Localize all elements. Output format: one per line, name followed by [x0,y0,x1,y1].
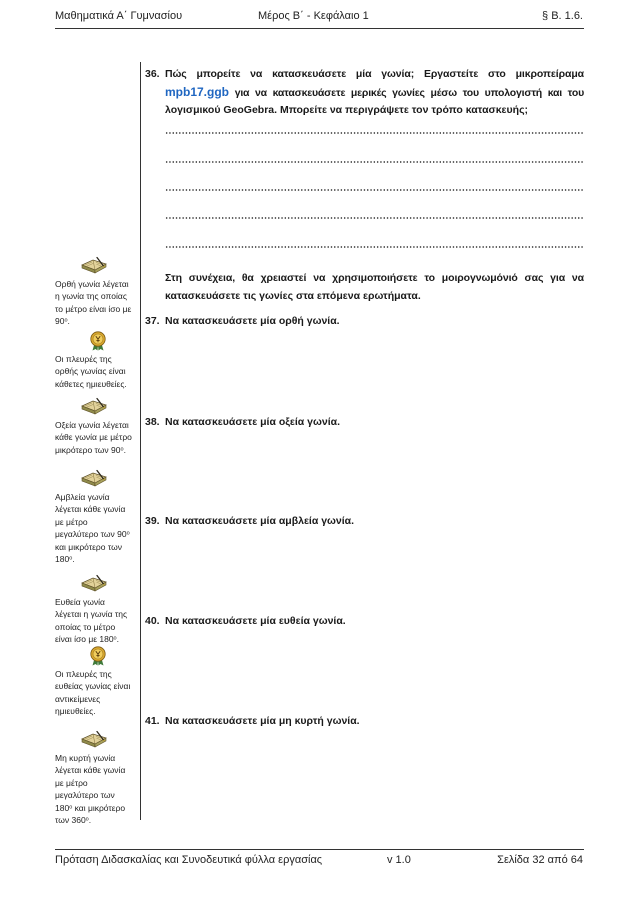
note-text: Οι πλευρές της [55,669,112,679]
note-text: ευθείας γωνίας είναι [55,681,131,692]
question-40 [145,615,346,628]
note-line [55,608,138,620]
note-acute-angle-definition [55,397,138,456]
note-text: κάθετες ημιευθείες. [55,378,127,389]
answer-line [165,132,584,134]
note-text: μεγαλύτερο των 90 [55,529,127,540]
question-38 [145,416,340,429]
note-text-block [55,278,138,328]
note-line [55,668,138,680]
answer-line [165,217,584,219]
margin-divider [140,62,141,820]
note-text-block [55,353,138,390]
note-line [55,503,138,515]
note-line [55,680,138,692]
book-icon [55,256,138,276]
note-line [55,693,138,705]
question-text-line [165,84,584,103]
answer-line [165,189,584,191]
note-obtuse-angle-definition [55,469,138,565]
header-chapter: Μέρος Β΄ - Κεφάλαιο 1 [258,10,369,22]
note-right-angle-sides [55,331,138,390]
question-37 [145,315,340,328]
note-text: Μη κυρτή γωνία [55,753,116,763]
note-text-block [55,752,138,826]
note-text: λέγεται κάθε γωνία [55,504,126,515]
question-text-segment: Πώς μπορείτε να κατασκευάσετε μία γωνία; Εργαστείτε στο μικροπείραμα [165,68,584,80]
note-line [55,516,138,528]
note-line [55,789,138,801]
footer-document-title: Πρόταση Διδασκαλίας και Συνοδευτικά φύλλα εργασίας [55,854,323,866]
note-line [55,491,138,503]
note-text-block [55,668,138,718]
note-line [55,444,138,456]
note-line [55,365,138,377]
degree-mark: o [69,804,73,811]
book-icon [55,397,138,417]
footer-page-number: Σελίδα 32 από 64 [497,854,583,866]
note-line [55,764,138,776]
note-text: το μέτρο είναι ίσο με [55,303,132,314]
note-line [55,290,138,302]
note-line [55,353,138,365]
header-section: § Β. 1.6. [542,10,583,22]
note-line [55,777,138,789]
note-text-block [55,491,138,565]
degree-mark: o [120,446,124,453]
answer-line [165,246,584,248]
question-text-line [165,66,584,84]
degree-mark: o [64,317,68,324]
note-text-block [55,419,138,456]
note-line [55,541,138,553]
note-text: και μικρότερο [72,802,126,813]
footer-version: v 1.0 [387,854,411,866]
note-line [55,528,138,540]
note-text: λέγεται κάθε γωνία [55,765,126,776]
note-text: είναι ίσο με 180 [55,634,114,645]
note-line [55,752,138,764]
question-text-segment: λογισμικού GeoGebra. Μπορείτε να περιγράψετε τον τρόπο κατασκευής; [165,104,529,116]
note-line [55,633,138,645]
note-straight-angle-definition [55,574,138,646]
header-divider [55,28,584,29]
note-text: . [123,444,126,455]
degree-mark: o [69,555,73,562]
footer-divider [55,849,584,850]
note-text: μικρότερο των 90 [55,444,121,455]
note-text: . [67,316,70,327]
note-text: ορθής γωνίας είναι [55,366,126,377]
question-39 [145,515,354,528]
header-course-title: Μαθηματικά Α΄ Γυμνασίου [55,10,183,22]
note-text: οποίας το μέτρο [55,621,116,632]
medal-icon [55,646,138,666]
note-text: η γωνία της οποίας [55,291,127,302]
question-text-line [165,102,584,120]
note-line [55,431,138,443]
question-number: 41. [145,715,160,727]
note-line [55,278,138,290]
degree-mark: o [85,816,89,823]
note-text: . [72,554,75,565]
note-line [55,315,138,327]
note-text: αντικείμενες [55,693,101,704]
note-text: Ορθή γωνία λέγεται [55,279,129,289]
note-text: 180 [55,554,70,565]
note-line [55,596,138,608]
question-text: Να κατασκευάσετε μία ορθή γωνία. [165,315,340,327]
note-line [55,621,138,633]
question-number: 37. [145,315,160,327]
note-reflex-angle-definition [55,730,138,826]
question-text: Να κατασκευάσετε μία ευθεία γωνία. [165,615,346,627]
note-line [55,419,138,431]
note-text: ημιευθείες. [55,706,96,717]
note-text: . [116,634,119,645]
question-number: 39. [145,515,160,527]
question-text: Να κατασκευάσετε μία αμβλεία γωνία. [165,515,355,527]
book-icon [55,469,138,489]
note-line [55,303,138,315]
note-text: με μέτρο [55,516,88,527]
geogebra-file-link[interactable]: mpb17.ggb [165,84,230,99]
question-number: 36. [145,68,160,80]
note-line [55,705,138,717]
instructions-paragraph [165,269,584,305]
note-right-angle-definition [55,256,138,328]
degree-mark: o [113,635,117,642]
medal-icon [55,331,138,351]
degree-mark: o [126,530,130,537]
question-text: Να κατασκευάσετε μία οξεία γωνία. [165,416,341,428]
question-text [165,66,584,120]
note-text: κάθε γωνία με μέτρο [55,432,132,443]
note-line [55,802,138,814]
note-text: . [88,815,92,826]
note-text: λέγεται η γωνία της [55,609,128,620]
note-straight-angle-sides [55,646,138,718]
note-text: Οι πλευρές της [55,354,112,364]
instructions-text: κατασκευάσετε τις γωνίες στα επόμενα ερωτήματα. [165,290,421,302]
note-text: Οξεία γωνία λέγεται [55,420,129,430]
question-41 [145,715,360,728]
note-text: Αμβλεία γωνία [55,492,110,502]
book-icon [55,574,138,594]
question-text-segment: για να κατασκευάσετε μερικές γωνίες μέσω του υπολογιστή και του [229,86,584,99]
note-line [55,378,138,390]
question-36 [145,66,584,120]
question-number: 40. [145,615,160,627]
question-number: 38. [145,416,160,428]
note-text: μεγαλύτερο των [55,790,115,801]
note-line [55,553,138,565]
book-icon [55,730,138,750]
instructions-line [165,287,584,305]
note-line [55,814,138,826]
note-text: των 360 [55,815,86,826]
note-text: 180 [55,802,70,813]
note-text: 90 [55,316,65,327]
note-text: και μικρότερο των [55,541,122,552]
question-text: Να κατασκευάσετε μία μη κυρτή γωνία. [165,715,360,727]
note-text: Ευθεία γωνία [55,597,105,607]
note-text-block [55,596,138,646]
instructions-text: Στη συνέχεια, θα χρειαστεί να χρησιμοποιήσετε το μοιρογνωμόνιό σας για να [165,272,584,284]
answer-line [165,161,584,163]
instructions-line [165,269,584,287]
note-text: με μέτρο [55,777,88,788]
